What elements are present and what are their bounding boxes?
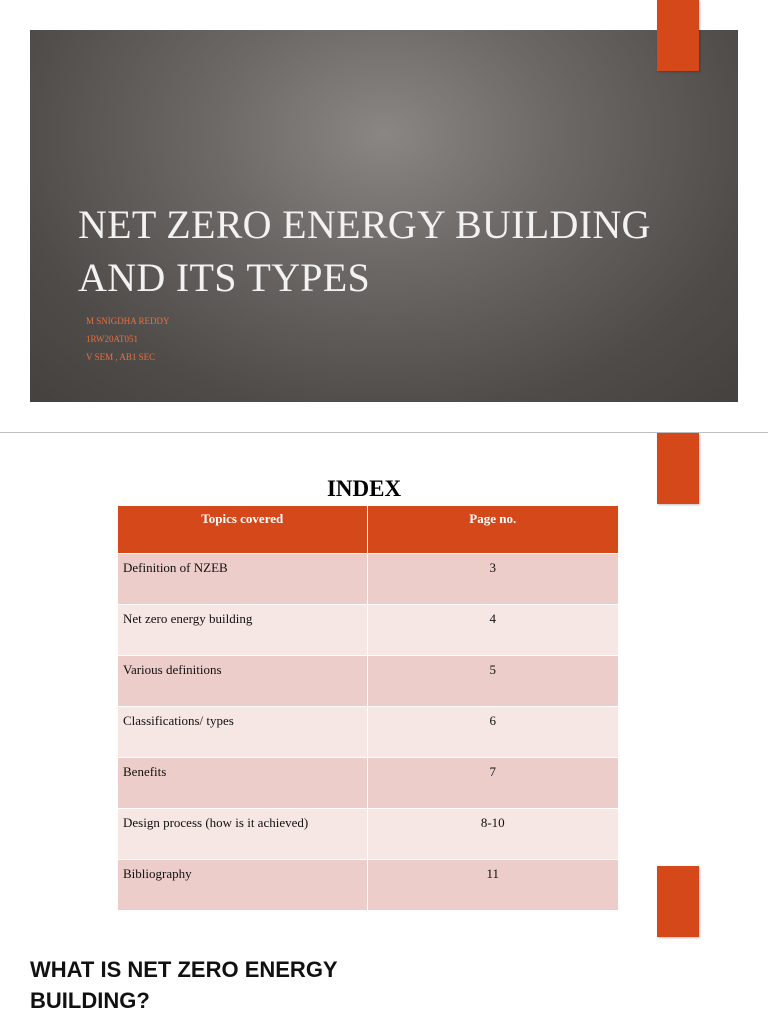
- page-cell: 7: [367, 758, 618, 809]
- topic-cell: Classifications/ types: [118, 707, 367, 758]
- slide-title: NET ZERO ENERGY BUILDING AND ITS TYPES: [78, 202, 651, 300]
- section-heading: WHAT IS NET ZERO ENERGY BUILDING?: [30, 957, 338, 1013]
- table-row: [118, 707, 618, 758]
- page-cell: 5: [367, 656, 618, 707]
- title-slide: [30, 30, 738, 402]
- accent-bar-slide1: [657, 0, 699, 71]
- page-cell: 8-10: [367, 809, 618, 860]
- author-usn: 1RW20AT051: [86, 334, 139, 344]
- table-header-row: [118, 506, 618, 554]
- accent-bar-slide3: [657, 866, 699, 937]
- topic-cell: Various definitions: [118, 656, 367, 707]
- table-row: [118, 605, 618, 656]
- page-cell: 11: [367, 860, 618, 911]
- slide-divider: [0, 432, 768, 433]
- author-section: V SEM , AB1 SEC: [86, 352, 156, 362]
- topic-cell: Bibliography: [118, 860, 367, 911]
- page-cell: 4: [367, 605, 618, 656]
- page-cell: 3: [367, 554, 618, 605]
- table-row: [118, 656, 618, 707]
- topic-cell: Definition of NZEB: [118, 554, 367, 605]
- table-row: [118, 809, 618, 860]
- header-page: Page no.: [367, 506, 618, 554]
- topic-cell: Benefits: [118, 758, 367, 809]
- topic-cell: Design process (how is it achieved): [118, 809, 367, 860]
- table-row: [118, 554, 618, 605]
- table-row: [118, 758, 618, 809]
- index-heading: INDEX: [326, 476, 402, 501]
- topic-cell: Net zero energy building: [118, 605, 367, 656]
- header-topics: Topics covered: [118, 506, 367, 554]
- table-row: [118, 860, 618, 911]
- author-info: [86, 312, 170, 366]
- author-name: M SNIGDHA REDDY: [86, 316, 170, 326]
- page-cell: 6: [367, 707, 618, 758]
- index-table: [118, 506, 618, 910]
